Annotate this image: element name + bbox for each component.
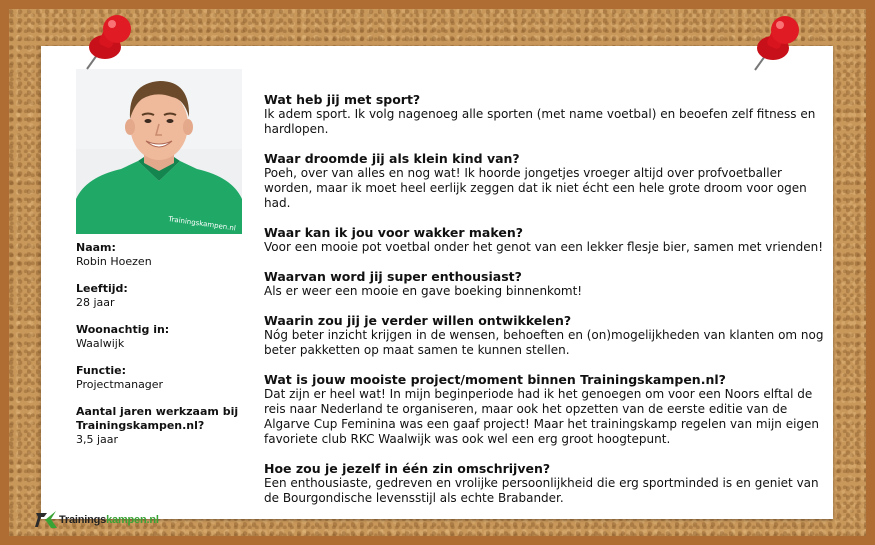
question: Waarvan word jij super enthousiast? bbox=[264, 269, 522, 284]
answer: Voor een mooie pot voetbal onder het genot van een lekker flesje bier, samen met vrienden! bbox=[264, 240, 824, 254]
qa-item bbox=[264, 269, 829, 299]
question: Waar kan ik jou voor wakker maken? bbox=[264, 225, 523, 240]
answer: Ik adem sport. Ik volg nagenoeg alle sporten (met name voetbal) en beoefen zelf fitness en hardlopen. bbox=[264, 107, 816, 136]
field-label-residence: Woonachtig in: bbox=[76, 323, 170, 336]
person-photo-illustration bbox=[76, 69, 242, 234]
answer: Nóg beter inzicht krijgen in de wensen, behoeften en (on)mogelijkheden van klanten om nog beter pakketten op maat samen te kunnen stellen. bbox=[264, 328, 824, 357]
tk-logo-icon bbox=[35, 510, 57, 530]
profile-field bbox=[76, 405, 251, 447]
field-label-age: Leeftijd: bbox=[76, 282, 128, 295]
qa-item bbox=[264, 461, 829, 506]
profile-field bbox=[76, 364, 251, 392]
field-value-age: 28 jaar bbox=[76, 296, 115, 309]
field-label-name: Naam: bbox=[76, 241, 116, 254]
field-label-role: Functie: bbox=[76, 364, 127, 377]
logo-text bbox=[59, 514, 159, 526]
interview-qa bbox=[264, 92, 829, 520]
profile-photo bbox=[76, 69, 242, 234]
field-label-years: Aantal jaren werkzaam bij Trainingskampen.nl? bbox=[76, 405, 239, 432]
push-pin-icon bbox=[77, 11, 141, 75]
answer: Dat zijn er heel wat! In mijn beginperiode had ik het genoegen om voor een Noors elftal de reis naar Nederland te organiseren, maar ook het opzetten van de eerste editie van de Algarve Cup Feminina was een gaaf project! Maar het trainingskamp regelen van mijn eigen favoriete club RKC Waalwijk was ook wel een erg groot hoogtepunt. bbox=[264, 387, 820, 446]
field-value-years: 3,5 jaar bbox=[76, 433, 119, 446]
qa-item bbox=[264, 92, 829, 137]
profile-details bbox=[76, 241, 251, 460]
field-value-residence: Waalwijk bbox=[76, 337, 125, 350]
qa-item bbox=[264, 372, 829, 447]
profile-field bbox=[76, 241, 251, 269]
qa-item bbox=[264, 225, 829, 255]
profile-card bbox=[41, 46, 833, 519]
profile-field bbox=[76, 282, 251, 310]
answer: Poeh, over van alles en nog wat! Ik hoorde jongetjes vroeger altijd over profvoetballer worden, maar ik moet heel eerlijk zeggen dat ik niet écht een hele grote droom voor ogen had. bbox=[264, 166, 807, 210]
logo-text-part2: kampen.nl bbox=[106, 514, 159, 526]
trainingskampen-logo bbox=[35, 509, 159, 531]
logo-text-part1: Trainings bbox=[59, 514, 107, 526]
field-value-role: Projectmanager bbox=[76, 378, 164, 391]
qa-item bbox=[264, 313, 829, 358]
qa-item bbox=[264, 151, 829, 211]
question: Waarin zou jij je verder willen ontwikkelen? bbox=[264, 313, 572, 328]
question: Hoe zou je jezelf in één zin omschrijven? bbox=[264, 461, 551, 476]
answer: Een enthousiaste, gedreven en vrolijke persoonlijkheid die erg sportminded is en geniet van de Bourgondische levensstijl als echte Brabander. bbox=[264, 476, 819, 505]
shirt-logo-text: Trainingskampen.nl bbox=[167, 215, 237, 233]
profile-field bbox=[76, 323, 251, 351]
field-value-name: Robin Hoezen bbox=[76, 255, 152, 268]
question: Wat is jouw mooiste project/moment binnen Trainingskampen.nl? bbox=[264, 372, 726, 387]
answer: Als er weer een mooie en gave boeking binnenkomt! bbox=[264, 284, 583, 298]
question: Waar droomde jij als klein kind van? bbox=[264, 151, 520, 166]
question: Wat heb jij met sport? bbox=[264, 92, 421, 107]
push-pin-icon bbox=[745, 12, 809, 76]
